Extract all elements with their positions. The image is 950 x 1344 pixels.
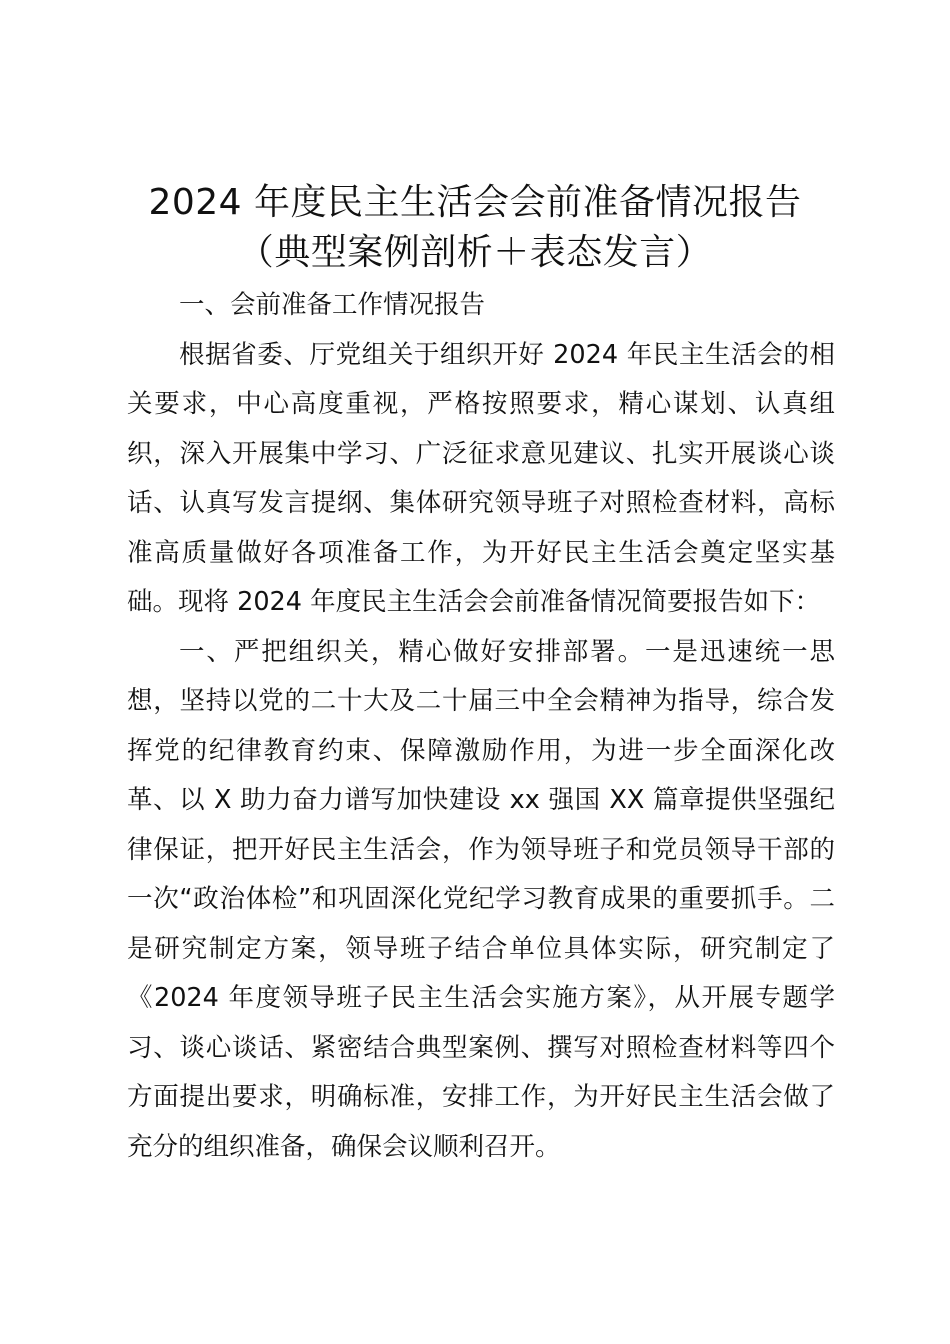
paragraph: 一、严把组织关，精心做好安排部署。一是迅速统一思想，坚持以党的二十大及二十届三中全会精神为指导，综合发挥党的纪律教育约束、保障激励作用，为进一步全面深化改革、以 X 助力奋力谱写加快建设 xx 强国 XX 篇章提供坚强纪律保证，把开好民主生活会，作为领导班子和党员领导干部的一次“政治体检”和巩固深化党纪学习教育成果的重要抓手。二是研究制定方案，领导班子结合单位具体实际，研究制定了《2024 年度领导班子民主生活会实施方案》，从开展专题学习、谈心谈话、紧密结合典型案例、撰写对照检查材料等四个方面提出要求，明确标准，安排工作，为开好民主生活会做了充分的组织准备，确保会议顺利召开。	[127, 636, 835, 1162]
section-heading: 一、会前准备工作情况报告	[179, 290, 486, 320]
document-body	[127, 281, 835, 1172]
paragraph: 根据省委、厅党组关于组织开好 2024 年民主生活会的相关要求，中心高度重视，严格按照要求，精心谋划、认真组织，深入开展集中学习、广泛征求意见建议、扎实开展谈心谈话、认真写发言提纲、集体研究领导班子对照检查材料，高标准高质量做好各项准备工作，为开好民主生活会奠定坚实基础。现将 2024 年度民主生活会会前准备情况简要报告如下：	[127, 339, 835, 617]
document-title: 2024 年度民主生活会会前准备情况报告（典型案例剖析＋表态发言）	[148, 182, 802, 273]
